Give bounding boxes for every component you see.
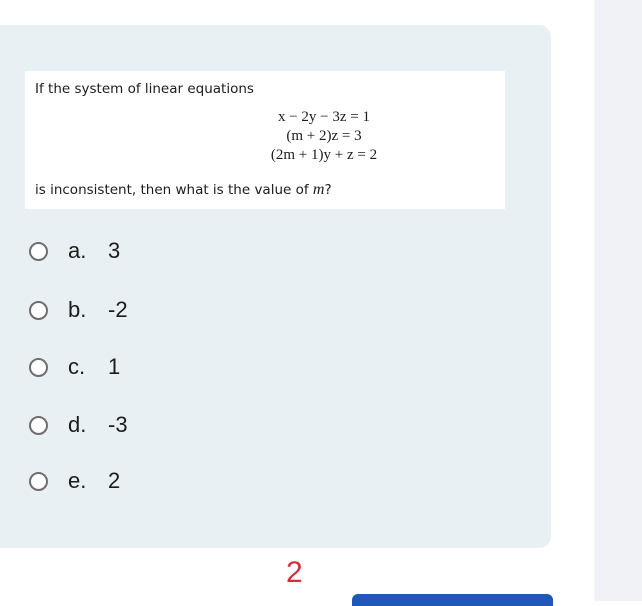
submit-button[interactable] (352, 594, 553, 606)
option-e[interactable] (29, 466, 229, 496)
option-value: -2 (108, 297, 128, 322)
radio-circle-icon[interactable] (29, 301, 48, 320)
option-value: 2 (108, 468, 121, 493)
question-intro: If the system of linear equations (35, 81, 254, 97)
equation-1: x − 2y − 3z = 1 (277, 109, 371, 125)
radio-circle-icon[interactable] (29, 242, 48, 261)
question-prompt (35, 181, 332, 199)
option-d[interactable] (29, 410, 229, 440)
option-value: 1 (108, 354, 121, 379)
option-letter: d. (68, 412, 87, 437)
option-letter: c. (68, 354, 86, 379)
question-card (0, 25, 551, 548)
page-number-marker: 2 (286, 556, 303, 589)
radio-circle-icon[interactable] (29, 416, 48, 435)
option-value: -3 (108, 412, 128, 437)
option-value: 3 (108, 238, 121, 263)
option-letter: e. (68, 468, 87, 493)
equation-2: (m + 2)z = 3 (286, 128, 362, 144)
option-b[interactable] (29, 295, 229, 325)
radio-circle-icon[interactable] (29, 472, 48, 491)
question-variable: m (312, 181, 325, 198)
radio-circle-icon[interactable] (29, 358, 48, 377)
equation-3: (2m + 1)y + z = 2 (270, 147, 378, 163)
option-a[interactable] (29, 236, 229, 266)
right-side-panel (594, 0, 642, 601)
option-letter: a. (68, 238, 87, 263)
question-text-box (25, 71, 505, 209)
question-mark: ? (324, 182, 332, 198)
equation-system (229, 108, 419, 165)
option-c[interactable] (29, 352, 229, 382)
question-prompt-text: is inconsistent, then what is the value of (35, 182, 313, 198)
option-letter: b. (68, 297, 87, 322)
